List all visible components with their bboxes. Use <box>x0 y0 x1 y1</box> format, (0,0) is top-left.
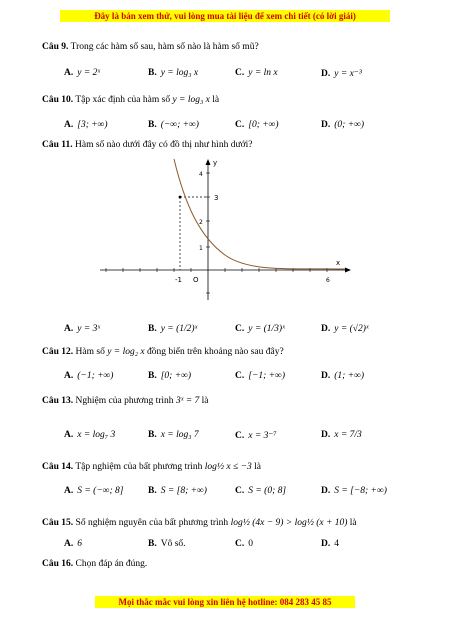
x-axis-label: x <box>336 259 341 267</box>
question-text: Hàm số nào dưới đây có đồ thị như hình dưới? <box>75 140 253 150</box>
question-text: Tập nghiệm của bất phương trình <box>75 462 203 472</box>
y-mark-4: 4 <box>199 171 203 178</box>
option-12-b[interactable]: B. [0; +∞) <box>148 371 192 381</box>
question-11 <box>42 140 252 150</box>
question-9 <box>42 42 259 52</box>
y-mark-1: 1 <box>199 245 203 252</box>
option-10-b[interactable]: B. (−∞; +∞) <box>148 120 199 130</box>
question-number: Câu 16. <box>42 559 74 569</box>
question-math: y = log₃ x <box>172 95 210 105</box>
question-number: Câu 14. <box>42 462 74 472</box>
x-axis-arrow-icon <box>345 268 351 273</box>
origin-label: O <box>193 276 199 284</box>
option-14-b[interactable]: B. S = [8; +∞) <box>148 486 207 496</box>
hotline-notice: Mọi thắc mắc vui lòng xin liên hệ hotline: 084 283 45 85 <box>95 596 355 608</box>
question-tail: là <box>201 396 209 406</box>
option-10-c[interactable]: C. [0; +∞) <box>235 120 279 130</box>
question-number: Câu 10. <box>42 95 74 105</box>
question-text: Nghiệm của phương trình <box>75 396 174 406</box>
x-mark-6: 6 <box>326 277 330 284</box>
function-graph <box>95 155 355 305</box>
question-math: log½ (4x − 9) > log½ (x + 10) <box>230 518 348 528</box>
option-9-c[interactable]: C. y = ln x <box>235 68 278 78</box>
option-12-d[interactable]: D. (1; +∞) <box>321 371 365 381</box>
option-12-a[interactable]: A. (−1; +∞) <box>64 371 114 381</box>
curve-point <box>179 196 182 199</box>
option-13-b[interactable]: B. x = log₃ 7 <box>148 430 199 440</box>
option-11-a[interactable]: A. y = 3ˣ <box>64 324 101 334</box>
question-math: log½ x ≤ −3 <box>204 462 252 472</box>
question-number: Câu 13. <box>42 396 74 406</box>
option-12-c[interactable]: C. [−1; +∞) <box>235 371 285 381</box>
question-14 <box>42 462 261 472</box>
option-13-c[interactable]: C. x = 3⁻⁷ <box>235 431 277 441</box>
question-math: 3ˣ = 7 <box>175 396 200 406</box>
option-15-b[interactable]: B. Vô số. <box>148 539 186 549</box>
question-number: Câu 11. <box>42 140 73 150</box>
option-9-b[interactable]: B. y = log₃ x <box>148 68 199 78</box>
option-10-a[interactable]: A. [3; +∞) <box>64 120 108 130</box>
question-tail: là <box>212 95 220 105</box>
option-14-c[interactable]: C. S = (0; 8] <box>235 486 287 496</box>
question-13 <box>42 396 209 406</box>
question-math: y = log₂ x <box>107 347 145 357</box>
question-tail: đồng biến trên khoảng nào sau đây? <box>147 347 284 357</box>
question-tail: là <box>349 518 357 528</box>
preview-notice: Đây là bản xem thử, vui lòng mua tài liệu để xem chi tiết (có lời giải) <box>60 10 390 22</box>
question-16 <box>42 559 147 569</box>
option-14-a[interactable]: A. S = (−∞; 8] <box>64 486 124 496</box>
option-14-d[interactable]: D. S = [−8; +∞) <box>321 486 387 496</box>
option-13-a[interactable]: A. x = log₇ 3 <box>64 430 116 440</box>
question-15 <box>42 518 357 528</box>
question-text: Chọn đáp án đúng. <box>75 559 148 569</box>
y-mark-3: 3 <box>214 194 219 202</box>
option-11-c[interactable]: C. y = (1/3)ˣ <box>235 324 285 334</box>
question-tail: là <box>254 462 262 472</box>
question-text: Số nghiệm nguyên của bất phương trình <box>75 518 229 528</box>
y-axis-label: y <box>213 159 218 167</box>
question-number: Câu 15. <box>42 518 74 528</box>
y-mark-2: 2 <box>199 219 203 226</box>
option-15-d[interactable]: D. 4 <box>321 539 339 549</box>
option-11-b[interactable]: B. y = (1/2)ˣ <box>148 324 198 334</box>
question-12 <box>42 347 284 357</box>
question-text: Tập xác định của hàm số <box>75 95 171 105</box>
option-15-c[interactable]: C. 0 <box>235 539 253 549</box>
question-number: Câu 9. <box>42 42 69 52</box>
option-10-d[interactable]: D. (0; +∞) <box>321 120 365 130</box>
question-number: Câu 12. <box>42 347 74 357</box>
option-15-a[interactable]: A. 6 <box>64 539 82 549</box>
question-text: Hàm số <box>75 347 105 357</box>
question-text: Trong các hàm số sau, hàm số nào là hàm số mũ? <box>70 42 259 52</box>
question-10 <box>42 95 219 105</box>
option-9-a[interactable]: A. y = 2ˣ <box>64 68 101 78</box>
option-9-d[interactable]: D. y = x⁻³ <box>321 69 362 79</box>
option-11-d[interactable]: D. y = (√2)ˣ <box>321 324 369 334</box>
y-axis-arrow-icon <box>206 159 211 165</box>
option-13-d[interactable]: D. x = 7/3 <box>321 430 362 440</box>
x-mark-neg1: -1 <box>175 276 182 284</box>
